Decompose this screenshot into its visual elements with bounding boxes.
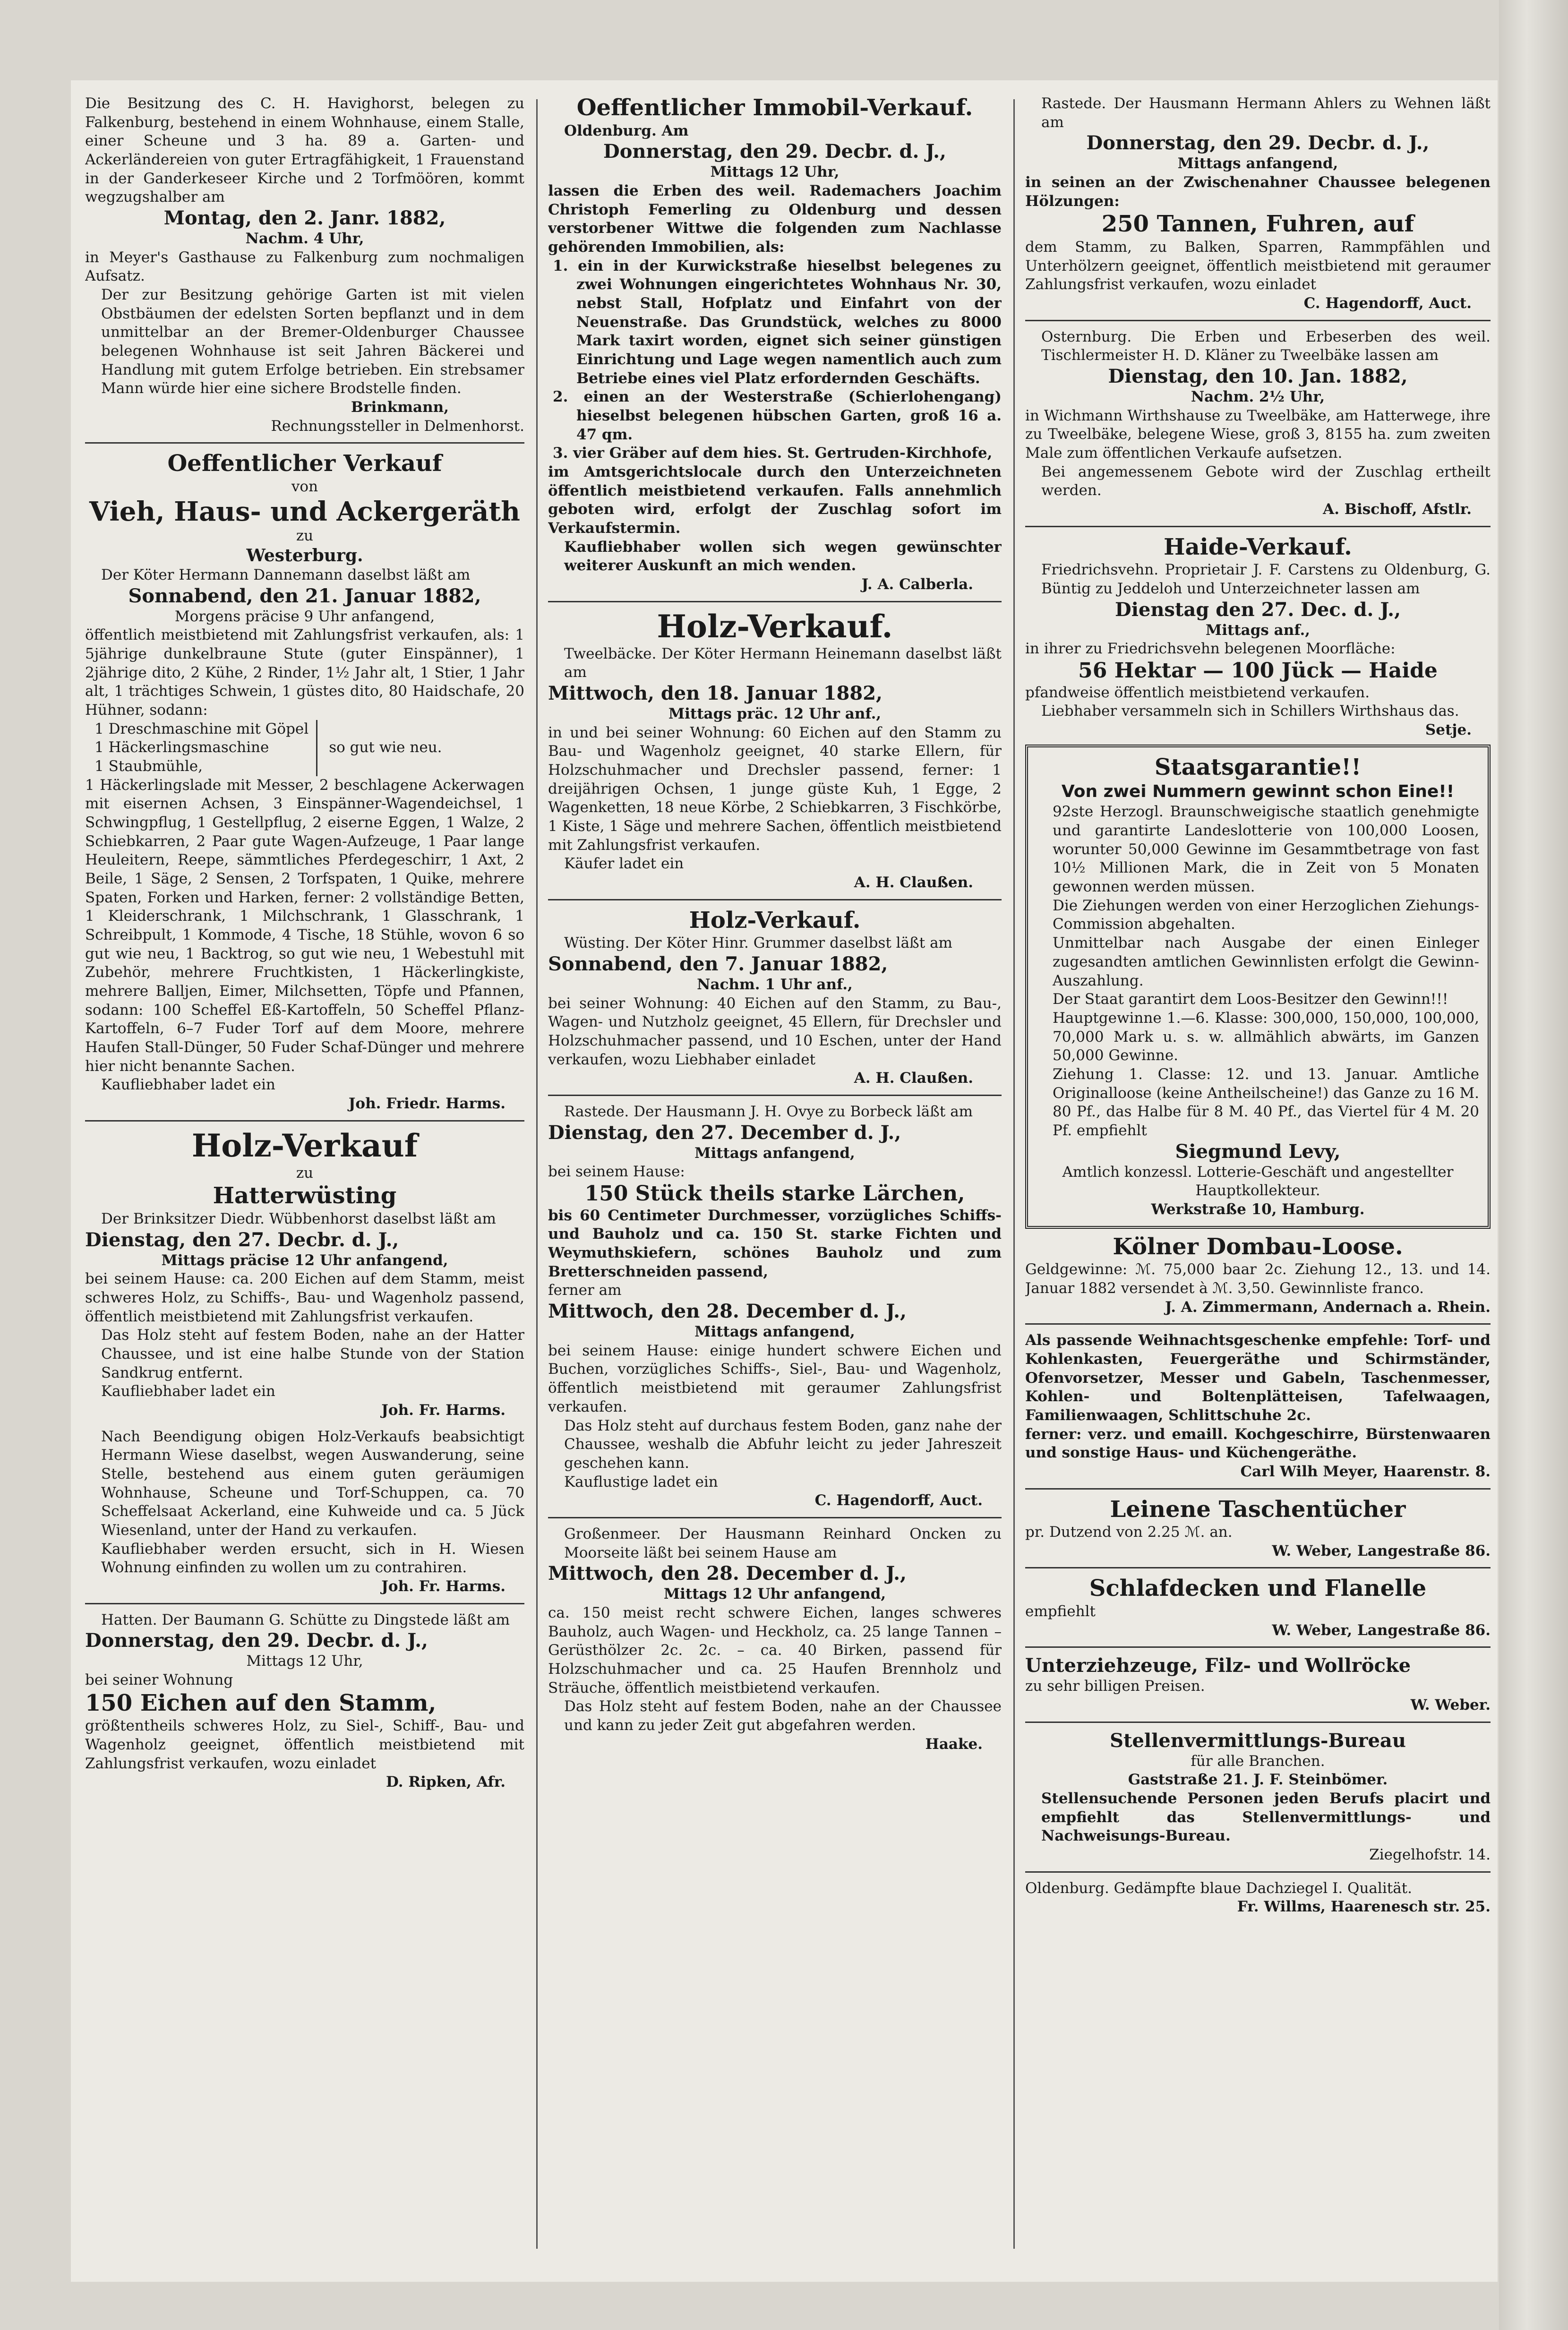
ad-text: ca. 150 meist recht schwere Eichen, langes schweres Bauholz, auch Wagen- und Heckholz, ca. 25 lange Tannen – Gerüsthölzer 2c. 2c. – ca. 40 Birken, passend für Holzschuhmacher und ca. 25 Haufen Brennholz und Sträuche, öffentlich meistbietend verkaufen. (548, 1604, 1002, 1696)
ad-text: Kaufliebhaber wollen sich wegen gewünschter weiterer Auskunft an mich wenden. (564, 538, 1002, 574)
ad-wuesting (548, 907, 1002, 1088)
ad-headline: 150 Eichen auf den Stamm, (85, 1689, 437, 1716)
ad-closing: Kaufliebhaber ladet ein (101, 1383, 275, 1400)
divider (1025, 526, 1491, 527)
ad-signature: A. H. Claußen. (854, 1070, 973, 1087)
ad-headline: Stellenvermittlungs-Bureau (1110, 1729, 1406, 1752)
column-rule (536, 99, 538, 2249)
ad-text: zu (296, 1164, 314, 1182)
ad-text: größtentheils schweres Holz, zu Siel-, Schiff-, Bau- und Wagenholz geeignet, öffentlich meistbietend mit Zahlungsfrist verkaufen, wozu einladet (85, 1717, 524, 1772)
ad-time: Mittags anfangend, (1177, 155, 1338, 172)
ad-text: Die Besitzung des C. H. Havighorst, belegen zu Falkenburg, bestehend in einem Wohnhause, einem Stalle, einer Scheune und 3 ha. 89 a. Garten- und Ackerländereien von guter Ertragfähigkeit, 1 Frauenstand in der Ganderkeseer Kirche und 2 Torfmöören, kommt wegzugshalber am (85, 95, 524, 206)
ad-oldenburg-immobil (548, 94, 1002, 594)
ad-time: Mittags anfangend, (694, 1144, 855, 1162)
ad-date: Mittwoch, den 28. December d. J., (548, 1562, 907, 1585)
ad-text: Ziehung 1. Classe: 12. und 13. Januar. Amtliche Originalloose (keine Antheilscheine!) das Ganze zu 16 M. 80 Pf., das Halbe für 8 M. 40 Pf., das Viertel für 4 M. 20 Pf. empfiehlt (1053, 1065, 1479, 1139)
ad-text: Oldenburg. Gedämpfte blaue Dachziegel I. Qualität. (1025, 1879, 1412, 1897)
ad-time: Mittags präcise 12 Uhr anfangend, (161, 1251, 448, 1269)
ad-time: Nachm. 1 Uhr anf., (697, 976, 853, 993)
divider (548, 601, 1002, 602)
ad-time: Mittags 12 Uhr anfangend, (663, 1585, 886, 1603)
ad-text: Das Holz steht auf festem Boden, nahe an der Hatter Chaussee, und ist eine halbe Stunde von der Station Sandkrug entfernt. (101, 1327, 524, 1381)
list-item: 1. ein in der Kurwickstraße hieselbst belegenes zu zwei Wohnungen eingerichtetes Wohnhaus Nr. 30, nebst Stall, Hofplatz und Einfahrt von der Neuenstraße. Das Grundstück, welches zu 8000 Mark taxirt worden, eignet sich seiner günstigen Einrichtung und Lage wegen namentlich auch zum Betriebe eines viel Platz erfordernden Geschäfts. (553, 257, 1002, 387)
column-1 (85, 94, 524, 2253)
ad-time: Mittags anf., (1205, 621, 1311, 639)
ad-time: Mittags 12 Uhr, (246, 1653, 363, 1670)
ad-text: Der zur Besitzung gehörige Garten ist mit vielen Obstbäumen der edelsten Sorten bepflanzt und in dem unmittelbar an der Bremer-Oldenburger Chaussee belegenen Wohnhause ist seit Jahren Bäckerei und Handlung mit gutem Erfolge betrieben. Ein strebsamer Mann würde hier eine sichere Brodstelle finden. (101, 286, 524, 397)
ad-signature: J. A. Zimmermann, Andernach a. Rhein. (1165, 1298, 1491, 1316)
ad-headline: Unterziehzeuge, Filz- und Wollröcke (1025, 1654, 1411, 1677)
ad-text: bei seinem Hause: einige hundert schwere Eichen und Buchen, vorzügliches Schiffs-, Siel-, Bau- und Wagenholz, öffentlich meistbietend mit geraumer Zahlungsfrist verkaufen. (548, 1342, 1002, 1415)
ad-text: Amtlich konzessl. Lotterie-Geschäft und angestellter Hauptkollekteur. (1062, 1163, 1454, 1199)
divider (1025, 1871, 1491, 1873)
ad-text: Nach Beendigung obigen Holz-Verkaufs beabsichtigt Hermann Wiese daselbst, wegen Auswanderung, seine Stelle, bestehend aus einem guten geräumigen Wohnhause, Scheune und Torf-Schuppen, ca. 70 Scheffelsaat Ackerland, eine Kuhweide und ca. 5 Jück Wiesenland, unter der Hand zu verkaufen. (101, 1428, 524, 1539)
ad-closing: Kaufliebhaber ladet ein (101, 1076, 275, 1094)
ad-text: ferner am (548, 1282, 622, 1299)
newspaper-page (71, 80, 1498, 2282)
ad-text: 92ste Herzogl. Braunschweigische staatlich genehmigte und garantirte Landeslotterie von 100,000 Loosen, worunter 50,000 Gewinne im Gesammtbetrage von fast 10½ Millionen Mark, die in Zeit von 5 Monaten gewonnen werden müssen. (1053, 803, 1479, 896)
ad-date: Dienstag, den 27. Decbr. d. J., (85, 1228, 399, 1251)
divider (1025, 320, 1491, 321)
ad-text: Die Ziehungen werden von einer Herzoglichen Ziehungs-Commission abgehalten. (1053, 897, 1479, 933)
ad-date: Dienstag, den 10. Jan. 1882, (1108, 365, 1408, 387)
ad-hatterwuesting (85, 1128, 524, 1596)
list-item: 3. vier Gräber auf dem hies. St. Gertruden-Kirchhofe, (553, 445, 993, 462)
ad-meyer-weihnacht (1025, 1331, 1491, 1481)
ad-text: bei seiner Wohnung: 40 Eichen auf den Stamm, zu Bau-, Wagen- und Nutzholz geeignet, 45 Ellern, für Drechsler und Holzschuhmacher passend, und 10 Eschen, unter der Hand verkaufen, wozu Liebhaber einladet (548, 994, 1002, 1068)
ad-text: Oldenburg. Am (564, 122, 689, 139)
ad-text: Friedrichsvehn. Proprietair J. F. Carstens zu Oldenburg, G. Büntig zu Jeddeloh und Unterzeichneter lassen am (1041, 561, 1491, 597)
column-3 (1025, 94, 1491, 2253)
ad-headline: Kölner Dombau-Loose. (1113, 1233, 1403, 1260)
ad-westerburg (85, 450, 524, 1113)
ad-text: Kaufliebhaber werden ersucht, sich in H. Wiesen Wohnung einfinden zu wollen um zu contrahiren. (101, 1540, 524, 1576)
ad-date: Dienstag, den 27. December d. J., (548, 1121, 901, 1144)
list-item: 1 Staubmühle, (94, 757, 203, 775)
ad-text: Der Staat garantirt dem Loos-Besitzer den Gewinn!!! (1053, 991, 1448, 1008)
list-item: 1 Häckerlingsmaschine (94, 739, 269, 756)
ad-headline: Haide-Verkauf. (1164, 533, 1352, 560)
ad-headline: Schlafdecken und Flanelle (1089, 1575, 1427, 1602)
ad-text: pr. Dutzend von 2.25 ℳ. an. (1025, 1524, 1233, 1541)
ad-text: bis 60 Centimeter Durchmesser, vorzügliches Schiffs- und Bauholz und ca. 150 St. starke Fichten und Weymuthskiefern, schönes Bauholz und zum Bretterschneiden passend, (548, 1207, 1002, 1280)
ad-havighorst (85, 94, 524, 436)
ad-time: Mittags präc. 12 Uhr anf., (668, 705, 882, 722)
ad-text: Das Holz steht auf durchaus festem Boden, ganz nahe der Chaussee, weshalb die Abfuhr leicht zu jeder Jahreszeit geschehen kann. (564, 1417, 1002, 1472)
ad-text: ferner: verz. und emaill. Kochgeschirre, Bürstenwaaren und sonstige Haus- und Küchengeräthe. (1025, 1425, 1491, 1462)
ad-closing: Kauflustige ladet ein (564, 1473, 718, 1491)
ad-borbeck (548, 1103, 1002, 1510)
divider (548, 1095, 1002, 1096)
ad-date: Donnerstag, den 29. Decbr. d. J., (603, 140, 946, 163)
ad-text: Liebhaber versammeln sich in Schillers Wirthshaus das. (1041, 702, 1459, 720)
ad-time: Mittags anfangend, (694, 1323, 855, 1341)
ad-text: Das Holz steht auf festem Boden, nahe an der Chaussee und kann zu jeder Zeit gut abgefahren werden. (564, 1698, 1002, 1734)
column-2 (548, 94, 1002, 2253)
divider (1025, 1323, 1491, 1325)
ad-signature: D. Ripken, Afr. (386, 1773, 506, 1791)
ad-stellenvermittlung (1025, 1730, 1491, 1865)
ad-signature: Siegmund Levy, (1175, 1140, 1341, 1163)
ad-headline: Holz-Verkauf (191, 1127, 418, 1164)
divider (1025, 1646, 1491, 1648)
ad-text: pfandweise öffentlich meistbietend verkaufen. (1025, 684, 1370, 701)
ad-closing: Käufer ladet ein (564, 855, 684, 873)
ad-headline: 250 Tannen, Fuhren, auf (1101, 211, 1414, 238)
ad-signature: W. Weber, Langestraße 86. (1272, 1621, 1491, 1639)
ad-text: Rastede. Der Hausmann Hermann Ahlers zu Wehnen läßt am (1041, 95, 1491, 131)
ad-headline: Oeffentlicher Immobil-Verkauf. (576, 94, 973, 121)
ad-text: Geldgewinne: ℳ. 75,000 baar 2c. Ziehung 12., 13. und 14. Januar 1882 versendet à ℳ. 3,50. Gewinnliste franco. (1025, 1261, 1491, 1297)
page-edge (1499, 0, 1568, 2330)
ad-text: für alle Branchen. (1191, 1752, 1325, 1770)
ad-place: in Meyer's Gasthause zu Falkenburg zum nochmaligen Aufsatz. (85, 248, 524, 285)
ad-headline: Vieh, Haus- und Ackergeräth (89, 496, 520, 527)
ad-headline: 56 Hektar — 100 Jück — Haide (1078, 658, 1438, 683)
ad-text: in ihrer zu Friedrichsvehn belegenen Moorfläche: (1025, 640, 1396, 658)
ad-text: Bei angemessenem Gebote wird der Zuschlag ertheilt werden. (1041, 463, 1491, 499)
ad-date: Donnerstag, den 29. Decbr. d. J., (1086, 132, 1430, 154)
ad-leinen (1025, 1496, 1491, 1561)
ad-text: zu sehr billigen Preisen. (1025, 1678, 1205, 1695)
ad-text: Hatten. Der Baumann G. Schütte zu Dingstede läßt am (101, 1611, 510, 1628)
divider (1025, 1488, 1491, 1490)
ad-signature: Haake. (925, 1735, 983, 1753)
ad-date: Mittwoch, den 28. December d. J., (548, 1300, 907, 1323)
ad-address: Werkstraße 10, Hamburg. (1151, 1200, 1365, 1218)
ad-text: Als passende Weihnachtsgeschenke empfehle: Torf- und Kohlenkasten, Feuergeräthe und Schirmständer, Ofenvorsetzer, Messer und Gabeln, Taschenmesser, Kohlen- und Boltenplätteisen, Tafelwaagen, Familienwaagen, Schlittschuhe 2c. (1025, 1332, 1491, 1424)
ad-address: Gaststraße 21. J. F. Steinbömer. (1128, 1771, 1388, 1789)
ad-text: Rastede. Der Hausmann J. H. Ovye zu Borbeck läßt am (564, 1103, 973, 1120)
ad-signature: A. H. Claußen. (854, 874, 973, 891)
ad-text: dem Stamm, zu Balken, Sparren, Rammpfählen und Unterhölzern geeignet, öffentlich meistbietend mit geraumer Zahlungsfrist verkaufen, wozu einladet (1025, 238, 1491, 293)
machine-items (94, 720, 317, 776)
ad-hatten (85, 1611, 524, 1792)
ad-signature: Brinkmann, (351, 399, 449, 416)
ad-date: Dienstag den 27. Dec. d. J., (1115, 598, 1401, 621)
ad-signature: Carl Wilh Meyer, Haarenstr. 8. (1240, 1463, 1491, 1480)
ad-date: Sonnabend, den 21. Januar 1882, (128, 584, 481, 607)
divider (85, 1603, 524, 1604)
ad-date: Montag, den 2. Janr. 1882, (163, 207, 446, 230)
ad-text: Der Brinksitzer Diedr. Wübbenhorst daselbst läßt am (101, 1210, 496, 1227)
ad-text: Großenmeer. Der Hausmann Reinhard Oncken zu Moorseite läßt bei seinem Hause am (564, 1525, 1002, 1561)
ad-grossenmeer (548, 1525, 1002, 1754)
ad-signature: W. Weber. (1410, 1696, 1491, 1714)
ad-text: lassen die Erben des weil. Rademachers Joachim Christoph Femerling zu Oldenburg und dessen verstorbener Wittwe die folgenden zum Nachlasse gehörenden Immobilien, als: (548, 182, 1002, 256)
ad-signature: J. A. Calberla. (861, 576, 973, 593)
ad-text: in und bei seiner Wohnung: 60 Eichen auf den Stamm zu Bau- und Wagenholz geeignet, 40 starke Ellern, für Holzschuhmacher und Drechsler passend, ferner: 1 dreijährigen Ochsen, 1 junge güste Kuh, 1 Egge, 2 Wagenketten, 18 neue Körbe, 2 Schiebkarren, 3 Fischkörbe, 1 Kiste, 1 Säge und mehrere Sachen, öffentlich meistbietend mit Zahlungsfrist verkaufen. (548, 724, 1002, 854)
ad-text: Stellensuchende Personen jeden Berufs placirt und empfiehlt das Stellenvermittlungs- und Nachweisungs-Bureau. (1041, 1790, 1491, 1845)
ad-signature: W. Weber, Langestraße 86. (1272, 1542, 1491, 1559)
ad-date: Mittwoch, den 18. Januar 1882, (548, 682, 883, 704)
divider (1025, 1722, 1491, 1723)
ad-text: Wüsting. Der Köter Hinr. Grummer daselbst läßt am (564, 934, 952, 952)
ad-time: Morgens präcise 9 Uhr anfangend, (174, 608, 435, 625)
ad-time: Nachm. 4 Uhr, (245, 230, 364, 248)
ad-text: Hauptgewinne 1.—6. Klasse: 300,000, 150,000, 100,000, 70,000 Mark u. s. w. allmählich abwärts, im Ganzen 50,000 Gewinne. (1053, 1009, 1479, 1064)
ad-address: Ziegelhofstr. 14. (1369, 1846, 1491, 1864)
machine-note: so gut wie neu. (329, 739, 442, 756)
ad-text: von (291, 478, 318, 496)
ad-text: Osternburg. Die Erben und Erbeserben des weil. Tischlermeister H. D. Kläner zu Tweelbäke lassen am (1041, 328, 1491, 364)
ad-signature: A. Bischoff, Afstlr. (1323, 501, 1472, 518)
ad-time: Nachm. 2½ Uhr, (1191, 388, 1325, 405)
divider (85, 1120, 524, 1122)
ad-text: 1 Häckerlingslade mit Messer, 2 beschlagene Ackerwagen mit eisernen Achsen, 3 Einspänner-Wagendeichsel, 1 Schwingpflug, 1 Gestellpflug, 2 eiserne Eggen, 1 Walze, 2 Schiebkarren, 2 Paar gute Wagen-Aufzeuge, 1 Paar lange Heuleitern, Reepe, sämmtliches Pferdegeschirr, 1 Axt, 2 Beile, 1 Säge, 2 Sensen, 2 Torfspaten, 1 Quike, mehrere Spaten, Forken und Harken, ferner: 2 vollständige Betten, 1 Kleiderschrank, 1 Milchschrank, 1 Glasschrank, 1 Schreibpult, 1 Kommode, 4 Tische, 18 Stühle, wovon 6 so gut wie neu, 1 Backtrog, so gut wie neu, 1 Webestuhl mit Zubehör, mehrere Fruchtkisten, 1 Häckerlingkiste, mehrere Balljen, Eimer, Milchsetten, Töpfe und Pfannen, sodann: 100 Scheffel Eß-Kartoffeln, 50 Scheffel Pflanz-Kartoffeln, 6–7 Fuder Torf auf dem Moore, mehrere Haufen Stall-Dünger, 50 Fuder Schaf-Dünger und mehrere hier nicht benannte Sachen. (85, 776, 524, 1075)
ad-osternburg (1025, 328, 1491, 519)
ad-haide-verkauf (1025, 534, 1491, 740)
list-item: 2. einen an der Westerstraße (Schierlohengang) hieselbst belegenen hübschen Garten, groß 16 a. 47 qm. (553, 388, 1002, 443)
divider (1025, 1567, 1491, 1568)
ad-dachziegel (1025, 1879, 1491, 1917)
ad-date: Sonnabend, den 7. Januar 1882, (548, 952, 888, 975)
ad-text: in Wichmann Wirthshause zu Tweelbäke, am Hatterwege, ihre zu Tweelbäke, belegene Wiese, groß 3, 8155 ha. zum zweiten Male zum öffentlichen Verkaufe aufsetzen. (1025, 407, 1491, 462)
divider (548, 899, 1002, 900)
ad-date: Donnerstag, den 29. Decbr. d. J., (85, 1629, 428, 1652)
ad-headline: Oeffentlicher Verkauf (167, 450, 442, 477)
ad-text: im Amtsgerichtslocale durch den Unterzeichneten öffentlich meistbietend verkaufen. Falls annehmlich geboten wird, erfolgt der Zuschlag sofort im Verkaufstermin. (548, 463, 1002, 537)
ad-headline: Holz-Verkauf. (657, 608, 893, 645)
ad-place: bei seiner Wohnung (85, 1671, 233, 1689)
ad-text: öffentlich meistbietend mit Zahlungsfrist verkaufen, als: 1 5jährige dunkelbraune Stute (guter Einspänner), 1 2jährige dito, 2 Kühe, 2 Rinder, 1½ Jahr alt, 1 Stier, 1 Jahr alt, 1 trächtiges Schwein, 1 güstes dito, 80 Haidschafe, 20 Hühner, sodann: (85, 626, 524, 719)
ad-subheadline: Von zwei Nummern gewinnt schon Eine!! (1061, 782, 1455, 802)
ad-signature: C. Hagendorff, Auct. (814, 1492, 983, 1509)
ad-schlafdecken (1025, 1575, 1491, 1640)
ad-tweelbaeke-holz (548, 609, 1002, 892)
ad-unterzieh (1025, 1654, 1491, 1714)
ad-signature: Setje. (1425, 721, 1472, 739)
ad-headline: 150 Stück theils starke Lärchen, (584, 1181, 965, 1206)
ad-rastede-ahlers (1025, 94, 1491, 313)
ad-koelner-dombau (1025, 1234, 1491, 1317)
ad-signature: Joh. Friedr. Harms. (348, 1095, 506, 1113)
ad-text: Der Köter Hermann Dannemann daselbst läßt am (101, 566, 471, 583)
ad-time: Mittags 12 Uhr, (710, 163, 840, 181)
divider (548, 1517, 1002, 1518)
ad-staatsgarantie (1025, 745, 1491, 1229)
machine-list (85, 720, 524, 776)
ad-headline: Staatsgarantie!! (1154, 754, 1362, 780)
ad-signature: Fr. Willms, Haarenesch str. 25. (1237, 1898, 1491, 1916)
ad-signature: Joh. Fr. Harms. (381, 1578, 506, 1595)
ad-place: Westerburg. (246, 545, 363, 565)
column-rule (1013, 99, 1015, 2249)
ad-text: bei seinem Hause: ca. 200 Eichen auf dem Stamm, meist schweres Holz, zu Schiffs-, Bau- und Wagenholz passend, öffentlich meistbietend mit Zahlungsfrist verkaufen. (85, 1270, 524, 1325)
ad-text: zu (296, 527, 314, 545)
ad-signature-title: Rechnungssteller in Delmenhorst. (271, 417, 524, 435)
ad-headline: Holz-Verkauf. (689, 907, 861, 934)
ad-signature: C. Hagendorff, Auct. (1303, 294, 1472, 312)
divider (85, 442, 524, 444)
ad-text: Unmittelbar nach Ausgabe der einen Einleger zugesandten amtlichen Gewinnlisten erfolgt die Gewinn-Auszahlung. (1053, 934, 1479, 989)
ad-signature: Joh. Fr. Harms. (381, 1401, 506, 1419)
ad-text: Tweelbäcke. Der Köter Hermann Heinemann daselbst läßt am (564, 645, 1002, 681)
list-item: 1 Dreschmaschine mit Göpel (94, 720, 309, 737)
ad-text: in seinen an der Zwischenahner Chaussee belegenen Hölzungen: (1025, 174, 1491, 210)
ad-place: bei seinem Hause: (548, 1163, 685, 1181)
ad-headline: Leinene Taschentücher (1110, 1496, 1406, 1523)
ad-place: Hatterwüsting (213, 1182, 397, 1209)
ad-text: empfiehlt (1025, 1603, 1096, 1620)
